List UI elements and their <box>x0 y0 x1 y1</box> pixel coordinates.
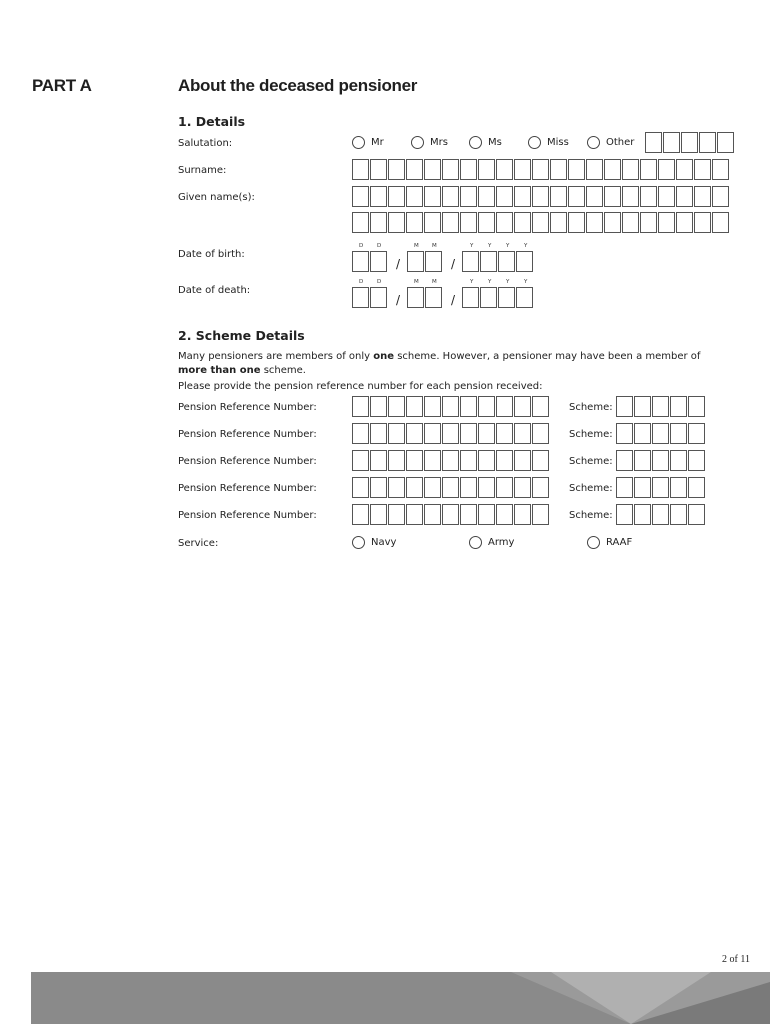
character-box[interactable] <box>688 477 705 498</box>
footer-bar <box>31 972 770 1024</box>
page-number: 2 of 11 <box>722 954 750 965</box>
character-box[interactable] <box>712 212 729 233</box>
pension-ref-label: Pension Reference Number: <box>178 483 317 494</box>
character-box[interactable] <box>388 159 405 180</box>
character-box[interactable] <box>498 287 515 308</box>
character-box[interactable] <box>406 477 423 498</box>
dod-day-field[interactable] <box>352 287 388 308</box>
character-box[interactable] <box>442 186 459 207</box>
character-box[interactable] <box>460 504 477 525</box>
character-box[interactable] <box>694 212 711 233</box>
character-box[interactable] <box>406 423 423 444</box>
character-box[interactable] <box>634 396 651 417</box>
character-box[interactable] <box>514 159 531 180</box>
character-box[interactable] <box>460 186 477 207</box>
salutation-option-mrs[interactable]: Mrs <box>411 136 448 149</box>
character-box[interactable] <box>460 159 477 180</box>
character-box[interactable] <box>496 159 513 180</box>
character-box[interactable] <box>370 423 387 444</box>
service-option-army[interactable]: Army <box>469 536 514 549</box>
character-box[interactable] <box>586 212 603 233</box>
character-box[interactable] <box>532 212 549 233</box>
radio-icon[interactable] <box>469 536 482 549</box>
pension-ref-label: Pension Reference Number: <box>178 402 317 413</box>
dob-day-hint-1: D <box>359 243 364 249</box>
scheme-label: Scheme: <box>569 456 613 467</box>
radio-icon[interactable] <box>528 136 541 149</box>
character-box[interactable] <box>352 287 369 308</box>
character-box[interactable] <box>352 396 369 417</box>
character-box[interactable] <box>407 287 424 308</box>
radio-icon[interactable] <box>352 536 365 549</box>
character-box[interactable] <box>442 212 459 233</box>
pension-ref-field[interactable] <box>352 450 550 471</box>
character-box[interactable] <box>550 212 567 233</box>
dod-year-field[interactable] <box>462 287 534 308</box>
character-box[interactable] <box>652 396 669 417</box>
character-box[interactable] <box>424 477 441 498</box>
character-box[interactable] <box>568 186 585 207</box>
service-option-navy[interactable]: Navy <box>352 536 396 549</box>
character-box[interactable] <box>670 423 687 444</box>
character-box[interactable] <box>478 504 495 525</box>
dob-year-hint-3: Y <box>506 243 510 249</box>
character-box[interactable] <box>424 212 441 233</box>
footer-decoration <box>31 972 770 1024</box>
character-box[interactable] <box>616 477 633 498</box>
character-box[interactable] <box>352 159 369 180</box>
dob-month-hint-1: M <box>414 243 419 249</box>
page-title: About the deceased pensioner <box>178 76 418 95</box>
character-box[interactable] <box>388 212 405 233</box>
character-box[interactable] <box>442 396 459 417</box>
other-salutation-field[interactable] <box>645 132 735 153</box>
character-box[interactable] <box>516 251 533 272</box>
character-box[interactable] <box>640 212 657 233</box>
character-box[interactable] <box>550 186 567 207</box>
character-box[interactable] <box>616 396 633 417</box>
scheme-field[interactable] <box>616 504 706 525</box>
scheme-instruction: Please provide the pension reference number for each pension received: <box>178 381 543 392</box>
character-box[interactable] <box>670 477 687 498</box>
character-box[interactable] <box>478 159 495 180</box>
character-box[interactable] <box>676 159 693 180</box>
salutation-option-mr[interactable]: Mr <box>352 136 384 149</box>
character-box[interactable] <box>688 423 705 444</box>
character-box[interactable] <box>634 477 651 498</box>
dob-year-hint-2: Y <box>488 243 492 249</box>
character-box[interactable] <box>658 159 675 180</box>
character-box[interactable] <box>532 159 549 180</box>
part-label: PART A <box>32 76 92 95</box>
scheme-field[interactable] <box>616 450 706 471</box>
character-box[interactable] <box>425 287 442 308</box>
salutation-label: Salutation: <box>178 138 233 149</box>
dod-year-hint-2: Y <box>488 279 492 285</box>
dod-month-field[interactable] <box>407 287 443 308</box>
character-box[interactable] <box>442 159 459 180</box>
given-names-field-line1[interactable] <box>352 186 730 207</box>
character-box[interactable] <box>370 212 387 233</box>
character-box[interactable] <box>532 186 549 207</box>
character-box[interactable] <box>670 396 687 417</box>
character-box[interactable] <box>370 159 387 180</box>
character-box[interactable] <box>616 504 633 525</box>
salutation-option-ms[interactable]: Ms <box>469 136 502 149</box>
scheme-field[interactable] <box>616 423 706 444</box>
character-box[interactable] <box>496 396 513 417</box>
radio-icon[interactable] <box>352 136 365 149</box>
character-box[interactable] <box>352 423 369 444</box>
character-box[interactable] <box>442 477 459 498</box>
dob-day-hint-2: D <box>377 243 382 249</box>
character-box[interactable] <box>514 396 531 417</box>
character-box[interactable] <box>478 212 495 233</box>
character-box[interactable] <box>370 186 387 207</box>
character-box[interactable] <box>699 132 716 153</box>
character-box[interactable] <box>514 450 531 471</box>
dob-separator-2: / <box>451 257 456 271</box>
dod-day-hint-1: D <box>359 279 364 285</box>
character-box[interactable] <box>658 186 675 207</box>
service-option-raaf[interactable]: RAAF <box>587 536 632 549</box>
character-box[interactable] <box>532 423 549 444</box>
character-box[interactable] <box>670 504 687 525</box>
character-box[interactable] <box>478 423 495 444</box>
character-box[interactable] <box>388 186 405 207</box>
character-box[interactable] <box>370 504 387 525</box>
character-box[interactable] <box>622 159 639 180</box>
dod-separator-1: / <box>396 293 401 307</box>
character-box[interactable] <box>370 450 387 471</box>
dob-year-hint-4: Y <box>524 243 528 249</box>
given-names-field-line2[interactable] <box>352 212 730 233</box>
character-box[interactable] <box>676 186 693 207</box>
scheme-label: Scheme: <box>569 429 613 440</box>
character-box[interactable] <box>388 504 405 525</box>
character-box[interactable] <box>712 186 729 207</box>
character-box[interactable] <box>496 477 513 498</box>
scheme-field[interactable] <box>616 477 706 498</box>
character-box[interactable] <box>388 423 405 444</box>
character-box[interactable] <box>496 504 513 525</box>
character-box[interactable] <box>406 450 423 471</box>
character-box[interactable] <box>424 186 441 207</box>
character-box[interactable] <box>663 132 680 153</box>
character-box[interactable] <box>424 504 441 525</box>
dob-label: Date of birth: <box>178 249 245 260</box>
character-box[interactable] <box>640 186 657 207</box>
character-box[interactable] <box>425 251 442 272</box>
character-box[interactable] <box>676 212 693 233</box>
character-box[interactable] <box>478 186 495 207</box>
character-box[interactable] <box>514 504 531 525</box>
character-box[interactable] <box>658 212 675 233</box>
character-box[interactable] <box>586 186 603 207</box>
character-box[interactable] <box>407 251 424 272</box>
dod-year-hint-4: Y <box>524 279 528 285</box>
character-box[interactable] <box>652 450 669 471</box>
dod-month-hint-1: M <box>414 279 419 285</box>
character-box[interactable] <box>442 504 459 525</box>
character-box[interactable] <box>514 477 531 498</box>
character-box[interactable] <box>604 186 621 207</box>
scheme-label: Scheme: <box>569 483 613 494</box>
character-box[interactable] <box>568 212 585 233</box>
character-box[interactable] <box>480 287 497 308</box>
character-box[interactable] <box>478 450 495 471</box>
character-box[interactable] <box>688 504 705 525</box>
character-box[interactable] <box>496 212 513 233</box>
character-box[interactable] <box>424 159 441 180</box>
pension-ref-label: Pension Reference Number: <box>178 510 317 521</box>
character-box[interactable] <box>694 186 711 207</box>
character-box[interactable] <box>550 159 567 180</box>
character-box[interactable] <box>640 159 657 180</box>
dob-separator-1: / <box>396 257 401 271</box>
dob-day-field[interactable] <box>352 251 388 272</box>
character-box[interactable] <box>442 423 459 444</box>
character-box[interactable] <box>717 132 734 153</box>
surname-label: Surname: <box>178 165 227 176</box>
scheme-label: Scheme: <box>569 402 613 413</box>
character-box[interactable] <box>514 212 531 233</box>
dob-year-field[interactable] <box>462 251 534 272</box>
character-box[interactable] <box>460 450 477 471</box>
character-box[interactable] <box>480 251 497 272</box>
character-box[interactable] <box>442 450 459 471</box>
character-box[interactable] <box>498 251 515 272</box>
dod-label: Date of death: <box>178 285 251 296</box>
radio-icon[interactable] <box>411 136 424 149</box>
character-box[interactable] <box>370 477 387 498</box>
character-box[interactable] <box>352 477 369 498</box>
character-box[interactable] <box>532 396 549 417</box>
character-box[interactable] <box>694 159 711 180</box>
pension-ref-label: Pension Reference Number: <box>178 429 317 440</box>
pension-ref-field[interactable] <box>352 504 550 525</box>
character-box[interactable] <box>406 159 423 180</box>
character-box[interactable] <box>652 504 669 525</box>
dod-month-hint-2: M <box>432 279 437 285</box>
character-box[interactable] <box>712 159 729 180</box>
surname-field[interactable] <box>352 159 730 180</box>
character-box[interactable] <box>406 504 423 525</box>
character-box[interactable] <box>370 251 387 272</box>
character-box[interactable] <box>634 450 651 471</box>
character-box[interactable] <box>406 212 423 233</box>
character-box[interactable] <box>370 287 387 308</box>
character-box[interactable] <box>652 477 669 498</box>
character-box[interactable] <box>496 450 513 471</box>
dob-month-field[interactable] <box>407 251 443 272</box>
character-box[interactable] <box>388 396 405 417</box>
character-box[interactable] <box>462 287 479 308</box>
scheme-label: Scheme: <box>569 510 613 521</box>
character-box[interactable] <box>514 186 531 207</box>
character-box[interactable] <box>496 186 513 207</box>
character-box[interactable] <box>424 450 441 471</box>
character-box[interactable] <box>532 450 549 471</box>
scheme-field[interactable] <box>616 396 706 417</box>
character-box[interactable] <box>388 477 405 498</box>
character-box[interactable] <box>532 477 549 498</box>
given-names-label: Given name(s): <box>178 192 255 203</box>
character-box[interactable] <box>370 396 387 417</box>
character-box[interactable] <box>681 132 698 153</box>
character-box[interactable] <box>586 159 603 180</box>
character-box[interactable] <box>478 396 495 417</box>
character-box[interactable] <box>460 212 477 233</box>
radio-icon[interactable] <box>587 136 600 149</box>
radio-icon[interactable] <box>587 536 600 549</box>
character-box[interactable] <box>352 450 369 471</box>
character-box[interactable] <box>652 423 669 444</box>
character-box[interactable] <box>462 251 479 272</box>
dob-year-hint-1: Y <box>470 243 474 249</box>
character-box[interactable] <box>388 450 405 471</box>
dob-month-hint-2: M <box>432 243 437 249</box>
salutation-option-other[interactable]: Other <box>587 136 634 149</box>
character-box[interactable] <box>616 450 633 471</box>
scheme-intro-paragraph: Many pensioners are members of only one scheme. However, a pensioner may have been a member of more than one scheme. <box>178 351 701 376</box>
character-box[interactable] <box>352 212 369 233</box>
details-heading: 1. Details <box>178 114 246 129</box>
character-box[interactable] <box>424 396 441 417</box>
character-box[interactable] <box>460 477 477 498</box>
character-box[interactable] <box>634 423 651 444</box>
character-box[interactable] <box>406 396 423 417</box>
pension-ref-field[interactable] <box>352 396 550 417</box>
character-box[interactable] <box>645 132 662 153</box>
character-box[interactable] <box>424 423 441 444</box>
character-box[interactable] <box>516 287 533 308</box>
pension-ref-label: Pension Reference Number: <box>178 456 317 467</box>
character-box[interactable] <box>514 423 531 444</box>
character-box[interactable] <box>616 423 633 444</box>
character-box[interactable] <box>688 450 705 471</box>
pension-ref-field[interactable] <box>352 477 550 498</box>
character-box[interactable] <box>532 504 549 525</box>
character-box[interactable] <box>622 212 639 233</box>
dod-separator-2: / <box>451 293 456 307</box>
character-box[interactable] <box>352 186 369 207</box>
salutation-option-miss[interactable]: Miss <box>528 136 569 149</box>
character-box[interactable] <box>352 504 369 525</box>
dod-year-hint-3: Y <box>506 279 510 285</box>
character-box[interactable] <box>406 186 423 207</box>
pension-ref-field[interactable] <box>352 423 550 444</box>
character-box[interactable] <box>460 396 477 417</box>
dod-day-hint-2: D <box>377 279 382 285</box>
character-box[interactable] <box>670 450 687 471</box>
character-box[interactable] <box>634 504 651 525</box>
radio-icon[interactable] <box>469 136 482 149</box>
character-box[interactable] <box>604 159 621 180</box>
dod-year-hint-1: Y <box>470 279 474 285</box>
character-box[interactable] <box>496 423 513 444</box>
character-box[interactable] <box>478 477 495 498</box>
character-box[interactable] <box>604 212 621 233</box>
service-label: Service: <box>178 538 219 549</box>
character-box[interactable] <box>352 251 369 272</box>
character-box[interactable] <box>622 186 639 207</box>
character-box[interactable] <box>460 423 477 444</box>
character-box[interactable] <box>688 396 705 417</box>
scheme-heading: 2. Scheme Details <box>178 328 305 343</box>
character-box[interactable] <box>568 159 585 180</box>
